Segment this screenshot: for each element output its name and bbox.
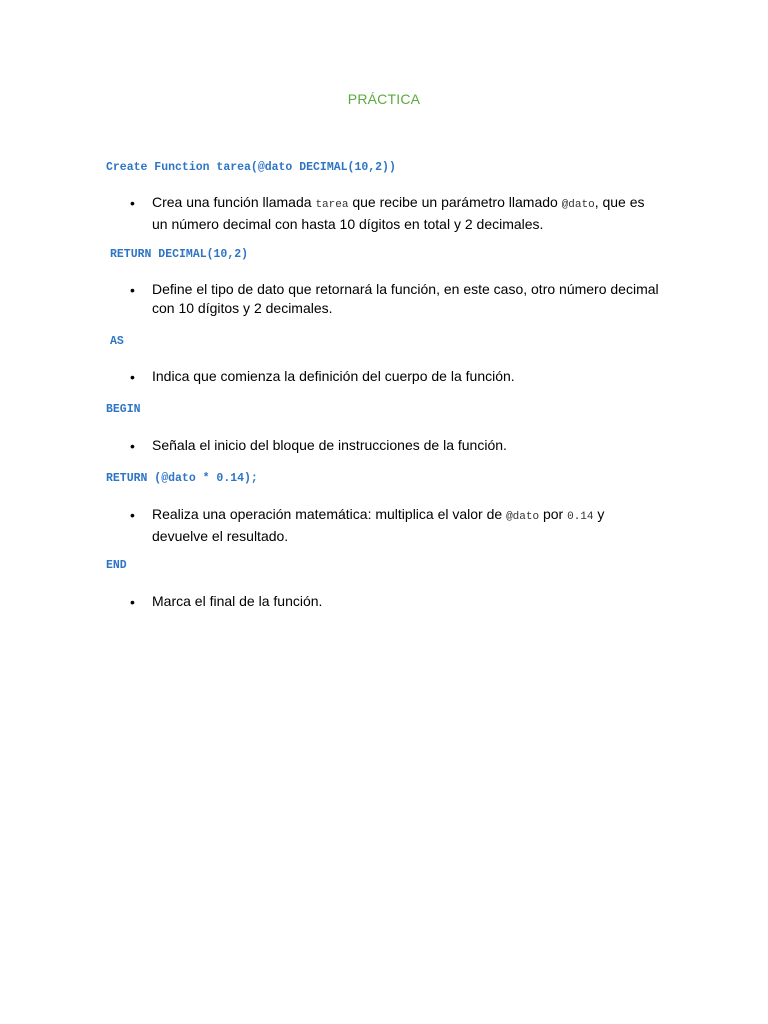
page-title: PRÁCTICA: [347, 91, 421, 107]
bullet-icon: •: [130, 195, 135, 211]
code-line-as: AS: [110, 335, 124, 348]
bullet-icon: •: [130, 438, 135, 454]
bullet-icon: •: [130, 282, 135, 298]
desc-text: Señala el inicio del bloque de instrucciones de la función.: [152, 437, 507, 453]
inline-code: tarea: [315, 199, 349, 211]
code-line-end: END: [106, 559, 127, 572]
desc-text: que recibe un parámetro llamado: [348, 194, 562, 210]
description-return-expression: [152, 505, 662, 546]
inline-code: 0.14: [567, 511, 594, 523]
description-as: [152, 367, 662, 386]
code-line-return-decimal: RETURN DECIMAL(10,2): [110, 248, 249, 261]
bullet-icon: •: [130, 507, 135, 523]
desc-text: Indica que comienza la definición del cuerpo de la función.: [152, 368, 515, 384]
inline-code: @dato: [506, 511, 540, 523]
description-create-function: [152, 193, 662, 234]
code-line-begin: BEGIN: [106, 403, 141, 416]
desc-text: Crea una función llamada: [152, 194, 316, 210]
bullet-icon: •: [130, 594, 135, 610]
bullet-icon: •: [130, 369, 135, 385]
code-line-return-expression: RETURN (@dato * 0.14);: [106, 472, 258, 485]
description-return-decimal: [152, 280, 662, 318]
desc-text: por: [539, 506, 568, 522]
desc-text: y devuelve el resultado.: [152, 506, 605, 544]
desc-text: Marca el final de la función.: [152, 593, 323, 609]
inline-code: @dato: [561, 199, 595, 211]
description-end: [152, 592, 662, 611]
description-begin: [152, 436, 662, 455]
desc-text: Define el tipo de dato que retornará la función, en este caso, otro número decimal con 10 dígitos y 2 decimales.: [152, 281, 659, 316]
desc-text: Realiza una operación matemática: multiplica el valor de: [152, 506, 507, 522]
code-line-create-function: Create Function tarea(@dato DECIMAL(10,2)): [106, 161, 396, 174]
desc-text: , que es un número decimal con hasta 10 dígitos en total y 2 decimales.: [152, 194, 645, 232]
